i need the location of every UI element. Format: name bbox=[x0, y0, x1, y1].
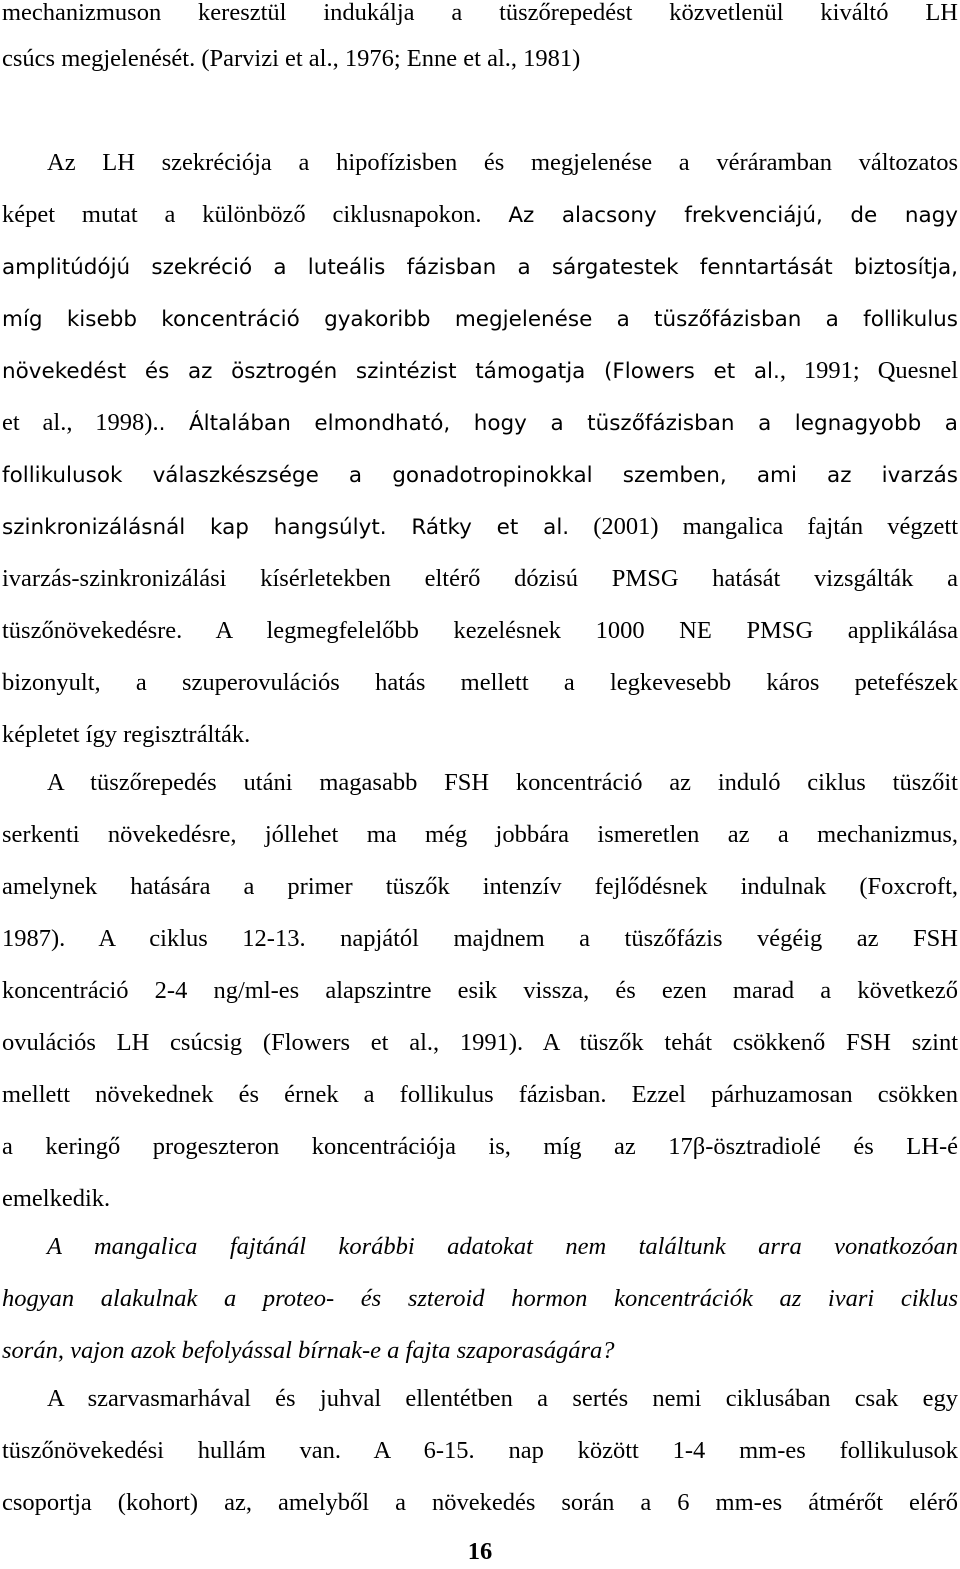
page-number: 16 bbox=[467, 1538, 493, 1565]
text-line: a keringő progeszteron koncentrációja is, míg az 17β-ösztradiolé és LH-é bbox=[2, 1133, 958, 1160]
text-line: során, vajon azok befolyással bírnak-e a fajta szaporaságára? bbox=[2, 1337, 615, 1364]
text-line: follikulusok válaszkészsége a gonadotropinokkal szemben, ami az ivarzás bbox=[2, 463, 958, 488]
text-line: növekedést és az ösztrogén szintézist támogatja (Flowers et al., 1991; Quesnel bbox=[2, 357, 958, 384]
text-line: A szarvasmarhával és juhval ellentétben a sertés nemi ciklusában csak egy bbox=[47, 1385, 958, 1412]
text-line: amplitúdójú szekréció a luteális fázisban a sárgatestek fenntartását biztosítja, bbox=[2, 255, 958, 280]
text-line: bizonyult, a szuperovulációs hatás mellett a legkevesebb káros petefészek bbox=[2, 669, 958, 696]
text-line: hogyan alakulnak a proteo- és szteroid hormon koncentrációk az ivari ciklus bbox=[2, 1285, 958, 1312]
text-line: koncentráció 2-4 ng/ml-es alapszintre esik vissza, és ezen marad a következő bbox=[2, 977, 958, 1004]
text-line: csúcs megjelenését. (Parvizi et al., 1976; Enne et al., 1981) bbox=[2, 45, 581, 72]
text-line: serkenti növekedésre, jóllehet ma még jobbára ismeretlen az a mechanizmus, bbox=[2, 821, 958, 848]
text-line: Az LH szekréciója a hipofízisben és megjelenése a véráramban változatos bbox=[47, 149, 958, 176]
text-line: képletet így regisztrálták. bbox=[2, 721, 251, 748]
text-line: mechanizmuson keresztül indukálja a tüszőrepedést közvetlenül kiváltó LH bbox=[2, 0, 958, 26]
text-line: amelynek hatására a primer tüszők intenzív fejlődésnek indulnak (Foxcroft, bbox=[2, 873, 958, 900]
text-line: csoportja (kohort) az, amelyből a növekedés során a 6 mm-es átmérőt elérő bbox=[2, 1489, 958, 1516]
text-line: ovulációs LH csúcsig (Flowers et al., 1991). A tüszők tehát csökkenő FSH szint bbox=[2, 1029, 958, 1056]
text-line: képet mutat a különböző ciklusnapokon. Az alacsony frekvenciájú, de nagy bbox=[2, 201, 958, 228]
text-line: míg kisebb koncentráció gyakoribb megjelenése a tüszőfázisban a follikulus bbox=[2, 307, 958, 332]
text-line: A mangalica fajtánál korábbi adatokat nem találtunk arra vonatkozóan bbox=[47, 1233, 958, 1260]
text-line: A tüszőrepedés utáni magasabb FSH koncentráció az induló ciklus tüszőit bbox=[47, 769, 958, 796]
text-line: szinkronizálásnál kap hangsúlyt. Rátky et al. (2001) mangalica fajtán végzett bbox=[2, 513, 959, 540]
text-line: emelkedik. bbox=[2, 1185, 111, 1212]
text-line: tüszőnövekedésre. A legmegfelelőbb kezelésnek 1000 NE PMSG applikálása bbox=[2, 617, 958, 644]
text-line: et al., 1998).. Általában elmondható, hogy a tüszőfázisban a legnagyobb a bbox=[2, 409, 958, 436]
text-line: ivarzás-szinkronizálási kísérletekben eltérő dózisú PMSG hatását vizsgálták a bbox=[2, 565, 958, 592]
text-line: 1987). A ciklus 12-13. napjától majdnem a tüszőfázis végéig az FSH bbox=[2, 925, 958, 952]
text-line: tüszőnövekedési hullám van. A 6-15. nap között 1-4 mm-es follikulusok bbox=[2, 1437, 958, 1464]
text-line: mellett növekednek és érnek a follikulus fázisban. Ezzel párhuzamosan csökken bbox=[2, 1081, 958, 1108]
